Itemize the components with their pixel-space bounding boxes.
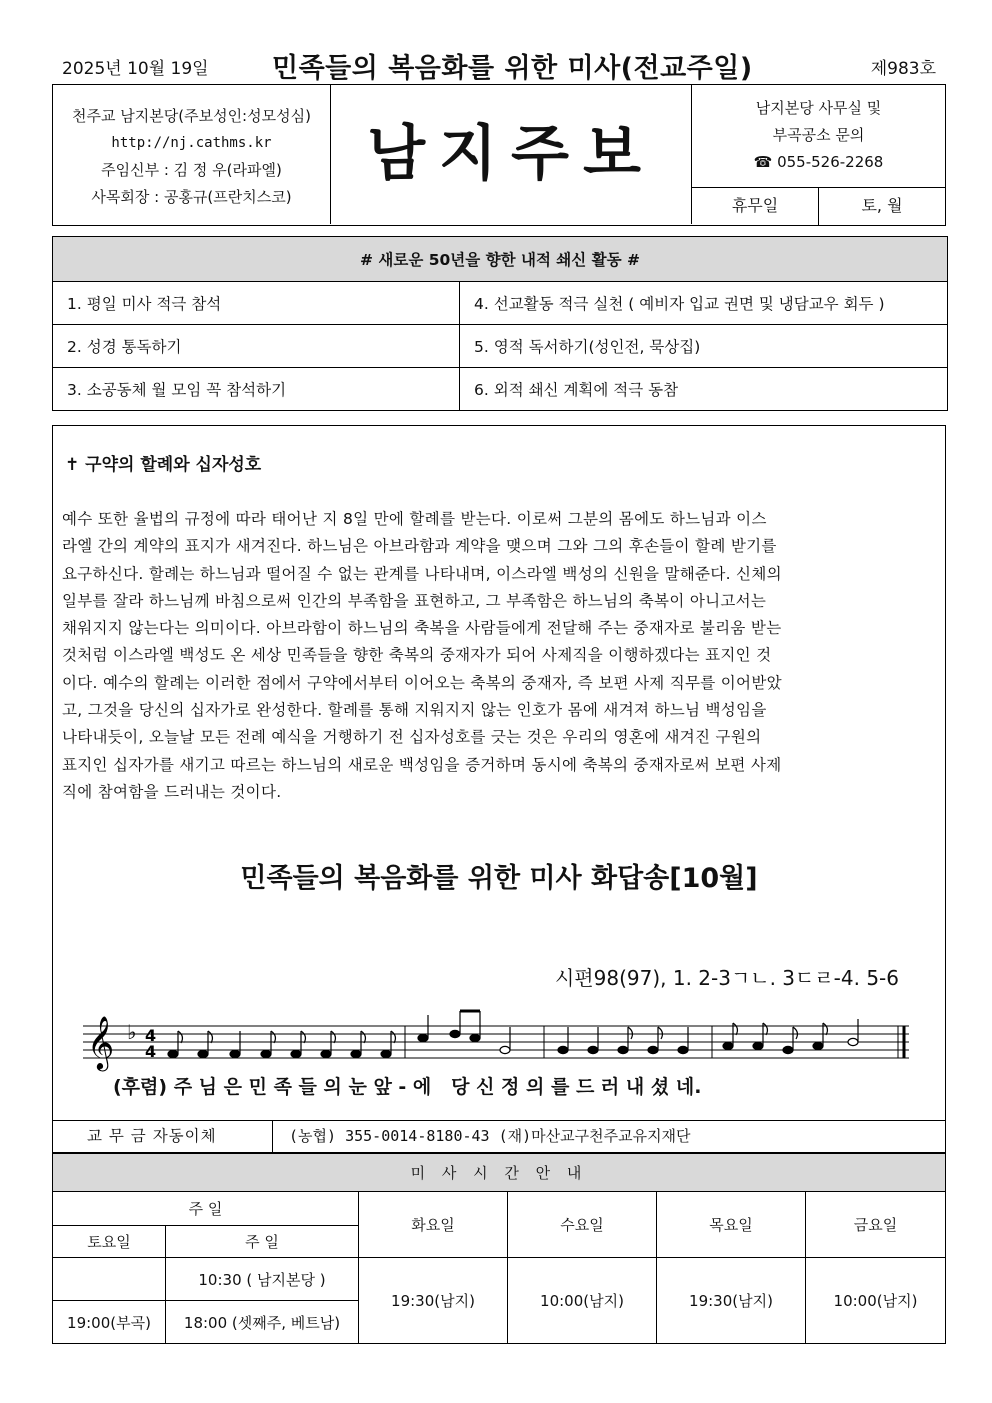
tuesday-header: 화요일: [359, 1192, 508, 1258]
contact-box: [692, 85, 945, 224]
treble-clef-icon: 𝄞: [87, 1015, 115, 1069]
pastor: 주임신부 : 김 정 우(라파엘): [101, 161, 282, 179]
top-line: [52, 44, 948, 84]
renewal-item: 4. 선교활동 적극 실천 ( 예비자 입교 권면 및 냉담교우 회두 ): [460, 282, 948, 325]
renewal-table: [52, 236, 948, 411]
wednesday-header: 수요일: [508, 1192, 657, 1258]
friday-header: 금요일: [806, 1192, 946, 1258]
closed-label: 휴무일: [692, 188, 819, 225]
parish-name: 천주교 남지본당(주보성인:성모성심): [72, 107, 311, 125]
thursday-time: 19:30(남지): [657, 1258, 806, 1344]
renewal-item: 1. 평일 미사 적극 참석: [53, 282, 460, 325]
article-box: [52, 425, 946, 1121]
time-sig-top-icon: 4: [145, 1026, 157, 1045]
closed-days-row: [692, 188, 945, 225]
article-line: 나타내듯이, 오늘날 모든 전례 예식을 거행하기 전 십자성호를 긋는 것은 우리의 영혼에 새겨진 구원의: [62, 728, 762, 747]
article-line: 일부를 잘라 하느님께 바침으로써 인간의 부족함을 표현하고, 그 부족함은 하느님의 축복이 아니고서는: [62, 591, 767, 610]
mass-schedule-title: 미 사 시 간 안 내: [53, 1154, 946, 1192]
refrain-text: 주 님 은 민 족 들 의 눈 앞 - 에 당 신 정 의 를 드 러 내 셨 네.: [173, 1076, 702, 1098]
sunday-header: 주 일: [166, 1226, 359, 1258]
article-line: 표지인 십자가를 새기고 따르는 하느님의 새로운 백성임을 증거하며 동시에 축복의 중재자로써 보편 사제: [62, 755, 782, 774]
psalm-lyrics: [113, 1072, 701, 1099]
article-line: 예수 또한 율법의 규정에 따라 태어난 지 8일 만에 할례를 받는다. 이로써 그분의 몸에도 하느님과 이스: [62, 510, 767, 528]
contact-line-2: 부곡공소 문의: [772, 126, 865, 144]
article-line: 직에 참여함을 드러내는 것이다.: [62, 782, 282, 801]
article-line: 채워지지 않는다는 의미이다. 아브라함이 하느님의 축복을 사람들에게 전달해 주는 중재자로 불리움 받는: [62, 619, 782, 638]
renewal-item: 3. 소공동체 월 모임 꼭 참석하기: [53, 368, 460, 411]
article-body: [62, 506, 936, 806]
article-line: 것처럼 이스라엘 백성도 온 세상 민족들을 향한 축복의 중재자가 되어 사제직을 이행하겠다는 표지인 것: [62, 646, 772, 665]
thursday-header: 목요일: [657, 1192, 806, 1258]
sunday-time-2: 18:00 (셋째주, 베트남): [166, 1301, 359, 1344]
time-sig-bottom-icon: 4: [145, 1042, 157, 1061]
contact-info: [692, 85, 945, 188]
saturday-header: 토요일: [53, 1226, 166, 1258]
brand-box: [331, 85, 692, 224]
issue-number: 제983호: [870, 59, 936, 79]
article-title: ✝ 구약의 할례와 십자성호: [65, 455, 262, 475]
parish-info: [53, 85, 331, 224]
sunday-time-1: 10:30 ( 남지본당 ): [166, 1258, 359, 1301]
phone-number: ☎ 055-526-2268: [753, 153, 884, 171]
renewal-item: 2. 성경 통독하기: [53, 325, 460, 368]
bulletin-name: 남지주보: [367, 119, 655, 189]
renewal-title: # 새로운 50년을 향한 내적 쇄신 활동 #: [53, 237, 948, 282]
psalm-title: 민족들의 복음화를 위한 미사 화답송[10월]: [240, 863, 758, 894]
renewal-item: 6. 외적 쇄신 계획에 적극 동참: [460, 368, 948, 411]
saturday-time: 19:00(부곡): [53, 1301, 166, 1344]
tuesday-time: 19:30(남지): [359, 1258, 508, 1344]
contact-line-1: 남지본당 사무실 및: [755, 99, 882, 117]
flat-icon: ♭: [127, 1020, 137, 1044]
donation-row: [52, 1120, 946, 1153]
refrain-label: (후렴): [113, 1076, 168, 1098]
article-line: 요구하신다. 할례는 하느님과 떨어질 수 없는 관계를 나타내며, 이스라엘 백성의 신원을 말해준다. 신체의: [62, 564, 782, 583]
article-line: 라엘 간의 계약의 표지가 새겨진다. 하느님은 아브라함과 계약을 맺으며 그와 그의 후손들이 할례 받기를: [62, 537, 777, 556]
wednesday-time: 10:00(남지): [508, 1258, 657, 1344]
issue-date: 2025년 10월 19일: [62, 59, 209, 79]
council-head: 사목회장 : 공홍규(프란치스코): [91, 188, 292, 206]
article-line: 이다. 예수의 할례는 이러한 점에서 구약에서부터 이어오는 축복의 중재자, 즉 보편 사제 직무를 이어받았: [62, 673, 782, 692]
music-score: [83, 1006, 913, 1076]
psalm-reference: 시편98(97), 1. 2-3ㄱㄴ. 3ㄷㄹ-4. 5-6: [554, 966, 899, 990]
closed-days: 토, 월: [861, 196, 903, 215]
masthead: [52, 84, 946, 226]
article-line: 고, 그것을 당신의 십자가로 완성한다. 할례를 통해 지워지지 않는 인호가 몸에 새겨져 하느님 백성임을: [62, 701, 767, 720]
donation-account: (농협) 355-0014-8180-43 (재)마산교구천주교유지재단: [289, 1127, 691, 1145]
saturday-empty-cell: [53, 1258, 166, 1301]
renewal-item: 5. 영적 독서하기(성인전, 묵상집): [460, 325, 948, 368]
main-title: 민족들의 복음화를 위한 미사(전교주일): [272, 53, 753, 84]
donation-label: 교 무 금 자동이체: [53, 1120, 273, 1152]
mass-schedule-table: [52, 1153, 946, 1344]
friday-time: 10:00(남지): [806, 1258, 946, 1344]
sunday-group-header: 주 일: [53, 1192, 359, 1226]
parish-url[interactable]: http://nj.cathms.kr: [111, 135, 272, 151]
